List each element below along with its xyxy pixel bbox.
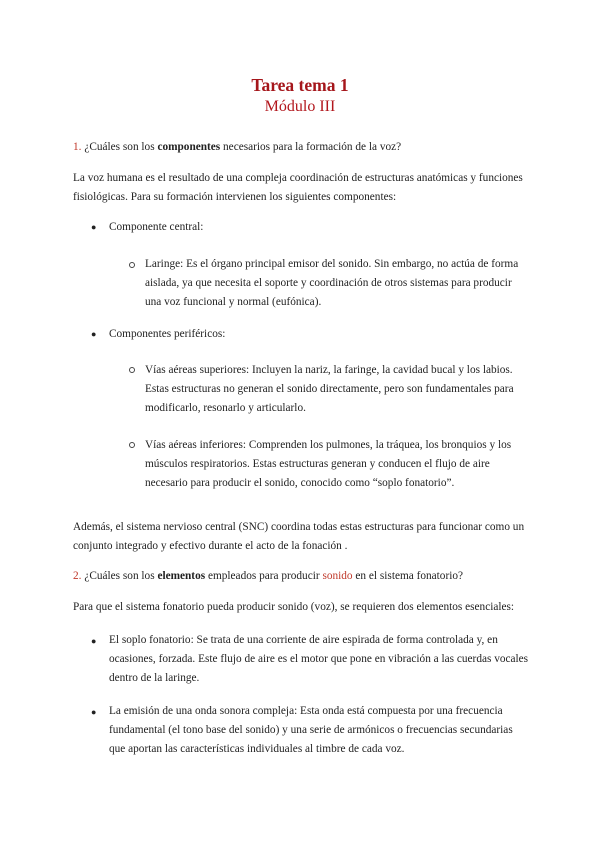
paragraph: Además, el sistema nervioso central (SNC) coordina todas estas estructuras para funcionar como un conjunto integrado y efectivo durante el acto de la fonación . — [73, 521, 525, 552]
document-title: Tarea tema 1 — [251, 75, 349, 95]
bullet-icon: ● — [91, 329, 97, 339]
question-keyword: componentes — [157, 141, 221, 153]
question-number: 1. — [73, 141, 82, 153]
list-item: La emisión de una onda sonora compleja: Esta onda está compuesta por una frecuencia fundamental (el tono base del sonido) y una serie de armónicos o frecuencias secundarias que aportan las características individuales al timbre de cada voz. — [109, 705, 513, 755]
question-text: empleados para producir — [207, 570, 320, 582]
question-2 — [73, 567, 533, 586]
document-subtitle: Módulo III — [264, 98, 336, 115]
circle-bullet-icon — [129, 442, 135, 448]
bullet-icon: ● — [91, 707, 97, 717]
question-keyword: elementos — [157, 570, 206, 582]
bullet-icon: ● — [91, 636, 97, 646]
list-item-label: Componente central: — [109, 221, 204, 233]
sub-list-item: Vías aéreas superiores: Incluyen la nariz, la faringe, la cavidad bucal y los labios. Estas estructuras no generan el sonido directamente, pero son fundamentales para modificarlo, resonarlo y articularlo. — [145, 364, 514, 414]
question-text: en el sistema fonatorio? — [355, 570, 464, 582]
list-item: El soplo fonatorio: Se trata de una corriente de aire espirada de forma controlada y, en ocasiones, forzada. Este flujo de aire es el motor que pone en vibración a las cuerdas vocales dentro de la laringe. — [109, 634, 529, 684]
paragraph: La voz humana es el resultado de una compleja coordinación de estructuras anatómicas y funciones fisiológicas. Para su formación intervienen los siguientes componentes: — [73, 172, 523, 203]
bullet-icon: ● — [91, 222, 97, 232]
question-1 — [73, 138, 533, 157]
circle-bullet-icon — [129, 262, 135, 268]
paragraph: Para que el sistema fonatorio pueda producir sonido (voz), se requieren dos elementos esenciales: — [73, 601, 515, 613]
question-text: ¿Cuáles son los — [84, 141, 155, 153]
circle-bullet-icon — [129, 367, 135, 373]
question-text: ¿Cuáles son los — [84, 570, 155, 582]
question-text: necesarios para la formación de la voz? — [223, 141, 402, 153]
sub-list-item: Laringe: Es el órgano principal emisor del sonido. Sin embargo, no actúa de forma aislada, ya que necesita el soporte y coordinación de otros sistemas para producir una voz funcional y normal (eufónica). — [145, 258, 519, 308]
question-number: 2. — [73, 570, 82, 582]
question-highlight: sonido — [322, 570, 353, 582]
list-item-label: Componentes periféricos: — [109, 328, 226, 340]
sub-list-item: Vías aéreas inferiores: Comprenden los pulmones, la tráquea, los bronquios y los músculos respiratorios. Estas estructuras generan y conducen el flujo de aire necesario para producir el sonido, conocido como “soplo fonatorio”. — [145, 439, 512, 489]
